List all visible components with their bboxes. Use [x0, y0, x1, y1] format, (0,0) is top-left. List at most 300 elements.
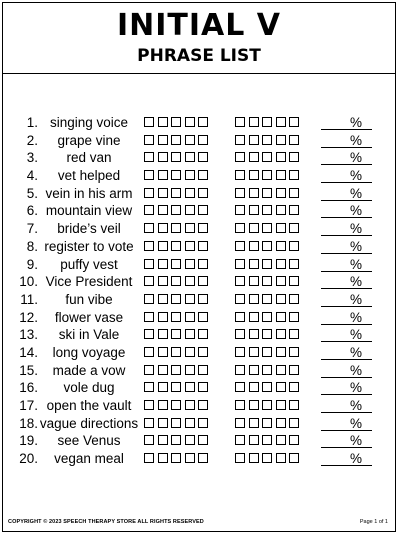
phrase-list: [0, 114, 400, 468]
list-item: [0, 415, 400, 433]
trial-checkbox-group-2: [235, 135, 299, 145]
trial-checkbox[interactable]: [185, 435, 195, 445]
trial-checkbox[interactable]: [144, 365, 154, 375]
trial-checkbox[interactable]: [262, 400, 272, 410]
trial-checkbox[interactable]: [262, 152, 272, 162]
trial-checkbox[interactable]: [185, 135, 195, 145]
trial-checkbox[interactable]: [276, 117, 286, 127]
trial-checkbox[interactable]: [289, 205, 299, 215]
trial-checkbox[interactable]: [262, 418, 272, 428]
item-phrase: Vice President: [45, 274, 133, 290]
trial-checkbox[interactable]: [235, 276, 245, 286]
trial-checkbox[interactable]: [185, 365, 195, 375]
item-phrase: register to vote: [44, 238, 134, 254]
item-number: 9.: [26, 256, 38, 272]
list-item: [0, 114, 400, 132]
trial-checkbox[interactable]: [235, 117, 245, 127]
trial-checkbox[interactable]: [158, 170, 168, 180]
trial-checkbox-group-1: [144, 347, 208, 357]
trial-checkbox[interactable]: [185, 347, 195, 357]
trial-checkbox-group-2: [235, 223, 299, 233]
list-item: [0, 149, 400, 167]
trial-checkbox[interactable]: [249, 152, 259, 162]
trial-checkbox[interactable]: [158, 418, 168, 428]
trial-checkbox[interactable]: [144, 400, 154, 410]
trial-checkbox-group-1: [144, 152, 208, 162]
trial-checkbox[interactable]: [198, 188, 208, 198]
trial-checkbox[interactable]: [249, 241, 259, 251]
item-phrase: singing voice: [49, 115, 129, 130]
trial-checkbox-group-2: [235, 365, 299, 375]
trial-checkbox[interactable]: [158, 205, 168, 215]
list-item: [0, 256, 400, 274]
trial-checkbox[interactable]: [235, 188, 245, 198]
trial-checkbox-group-2: [235, 347, 299, 357]
trial-checkbox-group-1: [144, 205, 208, 215]
trial-checkbox[interactable]: [158, 241, 168, 251]
trial-checkbox-group-1: [144, 135, 208, 145]
trial-checkbox[interactable]: [249, 223, 259, 233]
item-number: 15.: [19, 362, 38, 378]
trial-checkbox[interactable]: [262, 259, 272, 269]
trial-checkbox[interactable]: [249, 135, 259, 145]
trial-checkbox[interactable]: [262, 329, 272, 339]
trial-checkbox-group-2: [235, 188, 299, 198]
trial-checkbox[interactable]: [249, 276, 259, 286]
trial-checkbox[interactable]: [198, 400, 208, 410]
list-item: [0, 291, 400, 309]
trial-checkbox[interactable]: [185, 241, 195, 251]
trial-checkbox-group-1: [144, 259, 208, 269]
trial-checkbox[interactable]: [235, 382, 245, 392]
trial-checkbox[interactable]: [262, 188, 272, 198]
percent-blank-line: [321, 359, 372, 360]
trial-checkbox-group-1: [144, 117, 208, 127]
trial-checkbox[interactable]: [171, 329, 181, 339]
trial-checkbox[interactable]: [262, 205, 272, 215]
trial-checkbox-group-2: [235, 418, 299, 428]
trial-checkbox[interactable]: [289, 188, 299, 198]
trial-checkbox[interactable]: [144, 382, 154, 392]
trial-checkbox-group-1: [144, 170, 208, 180]
trial-checkbox[interactable]: [235, 347, 245, 357]
trial-checkbox[interactable]: [276, 135, 286, 145]
item-number: 5.: [26, 185, 38, 201]
trial-checkbox-group-2: [235, 435, 299, 445]
trial-checkbox[interactable]: [158, 382, 168, 392]
trial-checkbox[interactable]: [185, 418, 195, 428]
trial-checkbox-group-2: [235, 276, 299, 286]
trial-checkbox[interactable]: [171, 170, 181, 180]
trial-checkbox[interactable]: [144, 117, 154, 127]
trial-checkbox[interactable]: [198, 365, 208, 375]
trial-checkbox[interactable]: [276, 241, 286, 251]
percent-blank-line: [321, 430, 372, 431]
percent-symbol: %: [350, 362, 363, 378]
trial-checkbox[interactable]: [144, 418, 154, 428]
trial-checkbox[interactable]: [171, 347, 181, 357]
trial-checkbox[interactable]: [185, 294, 195, 304]
trial-checkbox[interactable]: [289, 294, 299, 304]
trial-checkbox[interactable]: [276, 223, 286, 233]
trial-checkbox[interactable]: [276, 259, 286, 269]
trial-checkbox[interactable]: [262, 312, 272, 322]
trial-checkbox-group-1: [144, 223, 208, 233]
item-phrase: fun vibe: [65, 291, 113, 307]
trial-checkbox[interactable]: [262, 347, 272, 357]
trial-checkbox[interactable]: [171, 259, 181, 269]
item-number: 2.: [26, 132, 38, 148]
trial-checkbox[interactable]: [198, 329, 208, 339]
trial-checkbox[interactable]: [276, 294, 286, 304]
item-number: 16.: [19, 380, 38, 396]
trial-checkbox[interactable]: [289, 418, 299, 428]
item-phrase: see Venus: [57, 433, 121, 449]
trial-checkbox[interactable]: [185, 170, 195, 180]
trial-checkbox[interactable]: [185, 152, 195, 162]
trial-checkbox[interactable]: [171, 418, 181, 428]
trial-checkbox[interactable]: [276, 418, 286, 428]
trial-checkbox-group-1: [144, 241, 208, 251]
trial-checkbox[interactable]: [171, 188, 181, 198]
trial-checkbox[interactable]: [144, 241, 154, 251]
list-item: [0, 309, 400, 327]
trial-checkbox[interactable]: [249, 382, 259, 392]
trial-checkbox[interactable]: [262, 135, 272, 145]
trial-checkbox[interactable]: [171, 223, 181, 233]
trial-checkbox[interactable]: [144, 135, 154, 145]
trial-checkbox[interactable]: [144, 312, 154, 322]
trial-checkbox[interactable]: [198, 382, 208, 392]
trial-checkbox[interactable]: [276, 312, 286, 322]
trial-checkbox[interactable]: [262, 382, 272, 392]
trial-checkbox[interactable]: [171, 400, 181, 410]
trial-checkbox-group-2: [235, 152, 299, 162]
percent-blank-line: [321, 341, 372, 342]
trial-checkbox[interactable]: [276, 276, 286, 286]
trial-checkbox[interactable]: [144, 294, 154, 304]
trial-checkbox[interactable]: [158, 135, 168, 145]
trial-checkbox[interactable]: [158, 400, 168, 410]
trial-checkbox[interactable]: [235, 312, 245, 322]
trial-checkbox-group-2: [235, 312, 299, 322]
trial-checkbox[interactable]: [198, 241, 208, 251]
trial-checkbox[interactable]: [249, 205, 259, 215]
trial-checkbox[interactable]: [249, 329, 259, 339]
trial-checkbox[interactable]: [276, 152, 286, 162]
percent-symbol: %: [350, 168, 363, 184]
list-item: [0, 432, 400, 450]
trial-checkbox[interactable]: [185, 312, 195, 322]
trial-checkbox[interactable]: [158, 223, 168, 233]
trial-checkbox[interactable]: [198, 276, 208, 286]
trial-checkbox[interactable]: [198, 117, 208, 127]
trial-checkbox[interactable]: [276, 382, 286, 392]
percent-blank-line: [321, 235, 372, 236]
percent-blank-line: [321, 288, 372, 289]
percent-blank-line: [321, 377, 372, 378]
trial-checkbox[interactable]: [276, 205, 286, 215]
trial-checkbox-group-1: [144, 382, 208, 392]
trial-checkbox[interactable]: [289, 400, 299, 410]
trial-checkbox[interactable]: [144, 347, 154, 357]
list-item: [0, 220, 400, 238]
trial-checkbox[interactable]: [198, 312, 208, 322]
trial-checkbox[interactable]: [185, 400, 195, 410]
trial-checkbox[interactable]: [171, 117, 181, 127]
list-item: [0, 362, 400, 380]
trial-checkbox[interactable]: [198, 170, 208, 180]
trial-checkbox-group-1: [144, 418, 208, 428]
trial-checkbox[interactable]: [198, 294, 208, 304]
trial-checkbox[interactable]: [289, 259, 299, 269]
trial-checkbox[interactable]: [262, 365, 272, 375]
trial-checkbox[interactable]: [235, 241, 245, 251]
trial-checkbox[interactable]: [158, 152, 168, 162]
trial-checkbox[interactable]: [171, 435, 181, 445]
percent-blank-line: [321, 271, 372, 272]
trial-checkbox[interactable]: [185, 329, 195, 339]
item-number: 11.: [20, 291, 38, 307]
trial-checkbox[interactable]: [235, 365, 245, 375]
trial-checkbox[interactable]: [235, 294, 245, 304]
trial-checkbox[interactable]: [171, 152, 181, 162]
trial-checkbox[interactable]: [249, 259, 259, 269]
trial-checkbox-group-1: [144, 188, 208, 198]
item-number: 19.: [19, 433, 38, 449]
trial-checkbox[interactable]: [262, 223, 272, 233]
trial-checkbox[interactable]: [158, 276, 168, 286]
trial-checkbox[interactable]: [158, 347, 168, 357]
trial-checkbox[interactable]: [144, 329, 154, 339]
item-phrase: mountain view: [45, 203, 133, 219]
trial-checkbox[interactable]: [262, 294, 272, 304]
trial-checkbox[interactable]: [158, 259, 168, 269]
trial-checkbox[interactable]: [235, 259, 245, 269]
trial-checkbox[interactable]: [276, 453, 286, 463]
trial-checkbox-group-2: [235, 241, 299, 251]
percent-symbol: %: [350, 256, 363, 272]
trial-checkbox[interactable]: [249, 312, 259, 322]
trial-checkbox[interactable]: [185, 223, 195, 233]
trial-checkbox[interactable]: [171, 205, 181, 215]
trial-checkbox[interactable]: [144, 276, 154, 286]
trial-checkbox[interactable]: [289, 365, 299, 375]
trial-checkbox[interactable]: [249, 400, 259, 410]
trial-checkbox[interactable]: [158, 453, 168, 463]
trial-checkbox[interactable]: [158, 117, 168, 127]
trial-checkbox[interactable]: [249, 365, 259, 375]
list-item: [0, 326, 400, 344]
trial-checkbox[interactable]: [198, 347, 208, 357]
percent-symbol: %: [350, 221, 363, 237]
trial-checkbox-group-1: [144, 312, 208, 322]
trial-checkbox[interactable]: [249, 418, 259, 428]
trial-checkbox[interactable]: [235, 152, 245, 162]
trial-checkbox[interactable]: [289, 435, 299, 445]
trial-checkbox[interactable]: [144, 205, 154, 215]
trial-checkbox[interactable]: [198, 205, 208, 215]
trial-checkbox[interactable]: [249, 435, 259, 445]
list-item: [0, 379, 400, 397]
trial-checkbox[interactable]: [262, 241, 272, 251]
trial-checkbox[interactable]: [276, 435, 286, 445]
trial-checkbox[interactable]: [185, 188, 195, 198]
trial-checkbox[interactable]: [185, 117, 195, 127]
trial-checkbox[interactable]: [144, 435, 154, 445]
item-phrase: red van: [66, 150, 112, 166]
item-number: 18.: [19, 415, 38, 431]
trial-checkbox[interactable]: [171, 382, 181, 392]
trial-checkbox-group-2: [235, 294, 299, 304]
item-phrase: bride’s veil: [57, 221, 121, 237]
percent-symbol: %: [350, 344, 363, 360]
percent-blank-line: [321, 412, 372, 413]
trial-checkbox[interactable]: [198, 135, 208, 145]
percent-blank-line: [321, 147, 372, 148]
trial-checkbox[interactable]: [144, 152, 154, 162]
trial-checkbox[interactable]: [235, 205, 245, 215]
trial-checkbox[interactable]: [158, 365, 168, 375]
trial-checkbox[interactable]: [276, 170, 286, 180]
trial-checkbox[interactable]: [185, 259, 195, 269]
trial-checkbox[interactable]: [289, 329, 299, 339]
list-item: [0, 132, 400, 150]
trial-checkbox[interactable]: [171, 276, 181, 286]
trial-checkbox-group-1: [144, 365, 208, 375]
trial-checkbox[interactable]: [171, 453, 181, 463]
trial-checkbox[interactable]: [262, 276, 272, 286]
trial-checkbox[interactable]: [185, 382, 195, 392]
trial-checkbox[interactable]: [289, 312, 299, 322]
trial-checkbox[interactable]: [289, 223, 299, 233]
trial-checkbox[interactable]: [171, 241, 181, 251]
trial-checkbox[interactable]: [144, 453, 154, 463]
trial-checkbox[interactable]: [249, 170, 259, 180]
list-item: [0, 167, 400, 185]
trial-checkbox[interactable]: [158, 294, 168, 304]
trial-checkbox[interactable]: [198, 259, 208, 269]
trial-checkbox[interactable]: [235, 435, 245, 445]
trial-checkbox[interactable]: [289, 152, 299, 162]
trial-checkbox[interactable]: [185, 205, 195, 215]
trial-checkbox-group-1: [144, 276, 208, 286]
trial-checkbox[interactable]: [235, 223, 245, 233]
item-number: 13.: [19, 327, 38, 343]
trial-checkbox[interactable]: [171, 135, 181, 145]
trial-checkbox[interactable]: [158, 312, 168, 322]
trial-checkbox[interactable]: [289, 347, 299, 357]
trial-checkbox[interactable]: [235, 400, 245, 410]
trial-checkbox[interactable]: [276, 365, 286, 375]
trial-checkbox[interactable]: [198, 453, 208, 463]
trial-checkbox[interactable]: [144, 223, 154, 233]
trial-checkbox[interactable]: [198, 435, 208, 445]
percent-symbol: %: [350, 291, 363, 307]
item-phrase: vet helped: [57, 168, 121, 184]
trial-checkbox[interactable]: [235, 418, 245, 428]
trial-checkbox[interactable]: [144, 259, 154, 269]
trial-checkbox[interactable]: [249, 347, 259, 357]
trial-checkbox-group-2: [235, 170, 299, 180]
trial-checkbox[interactable]: [171, 312, 181, 322]
trial-checkbox[interactable]: [276, 347, 286, 357]
trial-checkbox-group-2: [235, 400, 299, 410]
percent-symbol: %: [350, 380, 363, 396]
trial-checkbox[interactable]: [262, 170, 272, 180]
trial-checkbox[interactable]: [289, 276, 299, 286]
trial-checkbox[interactable]: [289, 382, 299, 392]
trial-checkbox[interactable]: [198, 418, 208, 428]
list-item: [0, 344, 400, 362]
percent-blank-line: [321, 164, 372, 165]
trial-checkbox[interactable]: [144, 170, 154, 180]
item-phrase: long voyage: [52, 344, 126, 360]
page-subtitle: PHRASE LIST: [137, 46, 261, 66]
trial-checkbox[interactable]: [158, 329, 168, 339]
trial-checkbox[interactable]: [158, 188, 168, 198]
percent-symbol: %: [350, 150, 363, 166]
trial-checkbox[interactable]: [235, 135, 245, 145]
item-phrase: vegan meal: [54, 451, 124, 467]
item-phrase: puffy vest: [60, 256, 118, 272]
trial-checkbox[interactable]: [198, 223, 208, 233]
trial-checkbox[interactable]: [249, 188, 259, 198]
trial-checkbox[interactable]: [185, 453, 195, 463]
trial-checkbox[interactable]: [171, 294, 181, 304]
trial-checkbox[interactable]: [198, 152, 208, 162]
trial-checkbox[interactable]: [235, 170, 245, 180]
trial-checkbox[interactable]: [289, 135, 299, 145]
percent-blank-line: [321, 306, 372, 307]
item-number: 20.: [19, 451, 38, 467]
percent-symbol: %: [350, 115, 363, 130]
trial-checkbox[interactable]: [262, 117, 272, 127]
trial-checkbox[interactable]: [276, 188, 286, 198]
trial-checkbox[interactable]: [249, 117, 259, 127]
item-phrase: grape vine: [57, 132, 121, 148]
percent-symbol: %: [350, 203, 363, 219]
percent-symbol: %: [350, 309, 363, 325]
item-phrase: vague directions: [39, 415, 139, 431]
trial-checkbox[interactable]: [185, 276, 195, 286]
trial-checkbox[interactable]: [144, 188, 154, 198]
trial-checkbox[interactable]: [289, 241, 299, 251]
trial-checkbox[interactable]: [235, 453, 245, 463]
percent-blank-line: [321, 253, 372, 254]
trial-checkbox[interactable]: [249, 294, 259, 304]
trial-checkbox-group-2: [235, 382, 299, 392]
trial-checkbox[interactable]: [158, 435, 168, 445]
percent-symbol: %: [350, 415, 363, 431]
item-number: 3.: [26, 150, 38, 166]
trial-checkbox[interactable]: [249, 453, 259, 463]
trial-checkbox[interactable]: [235, 329, 245, 339]
trial-checkbox[interactable]: [289, 453, 299, 463]
trial-checkbox[interactable]: [289, 117, 299, 127]
trial-checkbox[interactable]: [262, 435, 272, 445]
trial-checkbox[interactable]: [276, 400, 286, 410]
list-item: [0, 238, 400, 256]
item-number: 7.: [26, 221, 38, 237]
trial-checkbox[interactable]: [276, 329, 286, 339]
trial-checkbox-group-2: [235, 117, 299, 127]
trial-checkbox[interactable]: [171, 365, 181, 375]
percent-blank-line: [321, 182, 372, 183]
trial-checkbox[interactable]: [289, 170, 299, 180]
trial-checkbox[interactable]: [262, 453, 272, 463]
percent-symbol: %: [350, 274, 363, 290]
